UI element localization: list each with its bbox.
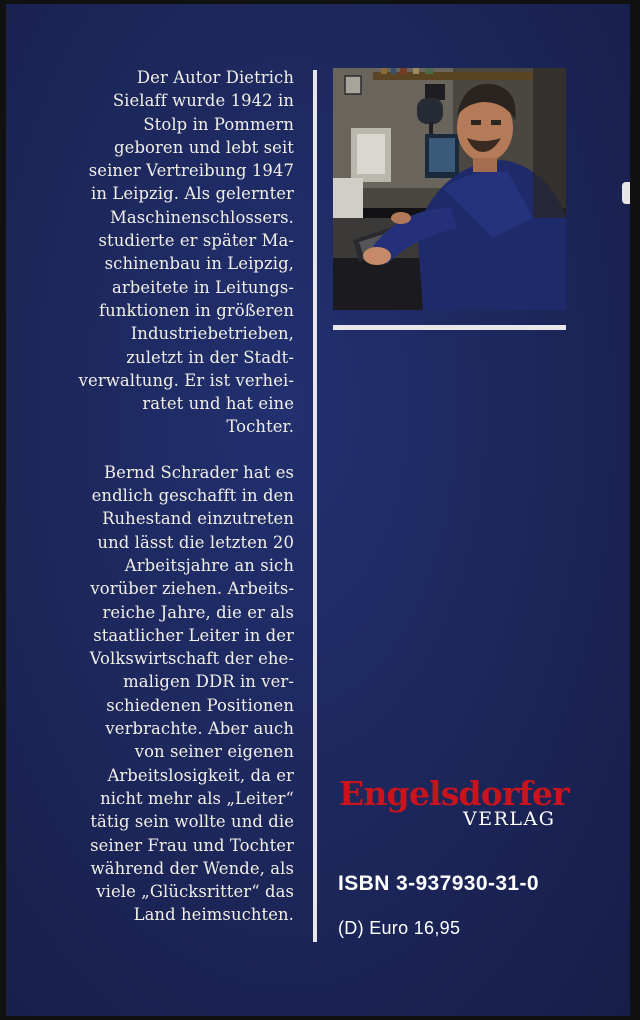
publisher-name: Engelsdorfer [339, 774, 569, 813]
vertical-divider [313, 70, 317, 942]
bio-line: studierte er später Ma- [98, 231, 294, 251]
publisher-subtitle: VERLAG [463, 808, 556, 830]
book-back-cover [6, 4, 630, 1016]
blurb-line: Bernd Schrader hat es [104, 462, 294, 482]
blurb-line: viele „Glücksritter“ das [96, 882, 294, 902]
bio-line: in Leipzig. Als gelernter [91, 184, 294, 204]
blurb-line: verbrachte. Aber auch [105, 719, 294, 739]
price: (D) Euro 16,95 [338, 918, 461, 938]
blurb-line: reiche Jahre, die er als [102, 602, 294, 622]
author-photo-image [333, 68, 566, 310]
blurb-line: endlich geschafft in den [91, 486, 294, 506]
blurb-line: nicht mehr als „Leiter“ [100, 788, 294, 808]
bio-line: geboren und lebt seit [114, 137, 294, 157]
edge-mark [622, 182, 630, 204]
blurb-line: und lässt die letzten 20 [97, 532, 294, 552]
blurb-line: Arbeitslosigkeit, da er [107, 765, 294, 785]
blurb-line: Arbeitsjahre an sich [124, 555, 294, 575]
bio-line: Tochter. [226, 417, 294, 437]
bio-line: seiner Vertreibung 1947 [88, 161, 294, 181]
bio-line: Sielaff wurde 1942 in [112, 91, 294, 111]
isbn: ISBN 3-937930-31-0 [338, 872, 539, 895]
horizontal-divider [333, 325, 566, 330]
bio-line: arbeitete in Leitungs- [111, 277, 294, 297]
bio-line: schinenbau in Leipzig, [104, 254, 294, 274]
bio-line: funktionen in größeren [99, 300, 294, 320]
blurb-line: Ruhestand einzutreten [102, 509, 294, 529]
bio-line: Maschinenschlossers. [110, 207, 294, 227]
blurb-line: Land heimsuchten. [133, 905, 294, 925]
blurb-line: maligen DDR in ver- [123, 672, 294, 692]
author-bio [40, 66, 294, 439]
blurb-line: Volkswirtschaft der ehe- [89, 649, 294, 669]
text-column [40, 66, 294, 927]
blurb-line: seiner Frau und Tochter [90, 835, 294, 855]
publisher-logo [339, 774, 579, 836]
bio-line: Industriebetrieben, [130, 324, 294, 344]
blurb-line: während der Wende, als [90, 858, 294, 878]
bio-line: ratet und hat eine [142, 394, 294, 414]
bio-line: Stolp in Pommern [143, 114, 294, 134]
blurb-line: schiedenen Positionen [106, 695, 294, 715]
blurb-line: tätig sein wollte und die [90, 812, 294, 832]
bio-line: zuletzt in der Stadt- [126, 347, 294, 367]
author-photo [333, 68, 566, 310]
bio-line: Der Autor Dietrich [136, 68, 294, 87]
blurb-line: vorüber ziehen. Arbeits- [90, 579, 294, 599]
blurb-line: von seiner eigenen [134, 742, 294, 762]
book-blurb [40, 461, 294, 927]
blurb-line: staatlicher Leiter in der [93, 625, 294, 645]
bio-line: verwaltung. Er ist verhei- [78, 370, 294, 390]
